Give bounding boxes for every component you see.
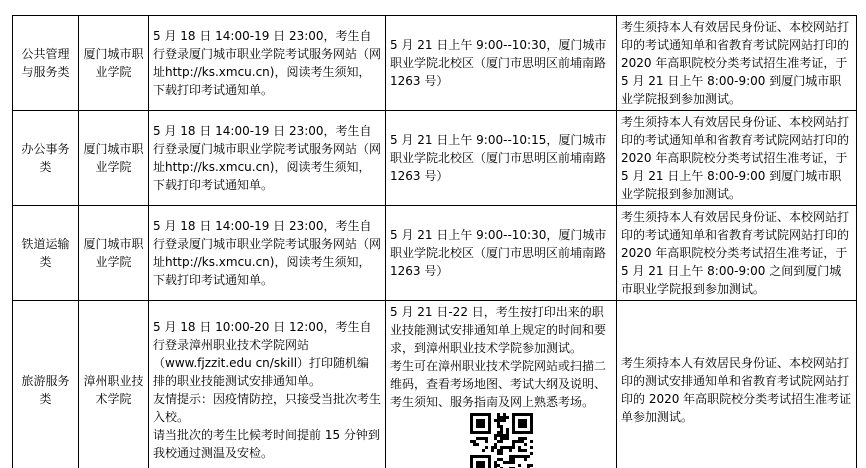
print-notice-paragraph: 5 月 18 日 10:00-20 日 12:00，考生自行登录漳州职业技术学院网站（www.fjzzit.edu cn/skill）打印随机编排的职业技能测试安排通知单。 — [153, 319, 372, 388]
exam-time-place-cell: 5 月 21 日上午 9:00--10:30，厦门城市职业学院北校区（厦门市思明区前埔南路 1263 号） — [386, 16, 617, 111]
print-notice-tip: 请当批次的考生比候考时间提前 15 分钟到我校通过测温及安检。 — [153, 427, 380, 460]
school-cell: 厦门城市职业学院 — [79, 111, 149, 206]
exam-paragraph: 5 月 21 日-22 日，考生按打印出来的职业技能测试安排通知单上规定的时间和要求，到漳州职业技术学院参加测试。 — [390, 305, 607, 355]
qr-code-wrap — [390, 413, 612, 468]
table-row — [13, 301, 857, 468]
category-cell: 公共管理与服务类 — [13, 16, 79, 111]
print-notice-cell — [149, 301, 386, 468]
school-cell: 厦门城市职业学院 — [79, 206, 149, 301]
school-cell: 漳州职业技术学院 — [79, 301, 149, 468]
category-cell: 旅游服务类 — [13, 301, 79, 468]
qr-code-icon — [470, 413, 533, 468]
print-notice-tip: 友情提示：因疫情防控，只接受当批次考生入校。 — [153, 391, 382, 424]
category-cell: 铁道运输类 — [13, 206, 79, 301]
print-notice-cell: 5 月 18 日 14:00-19 日 23:00，考生自行登录厦门城市职业学院考试服务网站（网址http://ks.xmcu.cn)，阅读考生须知，下载打印考试通知单。 — [149, 206, 386, 301]
school-cell: 厦门城市职业学院 — [79, 16, 149, 111]
table-row — [13, 206, 857, 301]
admission-requirement-cell: 考生须持本人有效居民身份证、本校网站打印的考试通知单和省教育考试院网站打印的 2020 年高职院校分类考试招生准考证，于 5 月 21 日上午 8:00-9:00 之间到厦门城市职业学院报到参加测试。 — [617, 206, 857, 301]
exam-paragraph: 考生可在漳州职业技术学院网站或扫描二维码，查看考场地图、考试大纲及说明、考生须知、服务指南及网上熟悉考场。 — [390, 359, 607, 409]
print-notice-cell: 5 月 18 日 14:00-19 日 23:00，考生自行登录厦门城市职业学院考试服务网站（网址http://ks.xmcu.cn)，阅读考生须知，下载打印考试通知单。 — [149, 16, 386, 111]
table-row — [13, 16, 857, 111]
admission-requirement-cell: 考生须持本人有效居民身份证、本校网站打印的考试通知单和省教育考试院网站打印的 2020 年高职院校分类考试招生准考证，于 5 月 21 日上午 8:00-9:00 到厦门城市职业学院报到参加测试。 — [617, 111, 857, 206]
exam-schedule-table — [12, 15, 857, 468]
table-row — [13, 111, 857, 206]
category-cell: 办公事务类 — [13, 111, 79, 206]
exam-time-place-cell: 5 月 21 日上午 9:00--10:30，厦门城市职业学院北校区（厦门市思明区前埔南路 1263 号） — [386, 206, 617, 301]
admission-requirement-cell: 考生须持本人有效居民身份证、本校网站打印的考试通知单和省教育考试院网站打印的 2020 年高职院校分类考试招生准考证，于 5 月 21 日上午 8:00-9:00 到厦门城市职业学院报到参加测试。 — [617, 16, 857, 111]
exam-time-place-cell: 5 月 21 日上午 9:00--10:15，厦门城市职业学院北校区（厦门市思明区前埔南路 1263 号） — [386, 111, 617, 206]
exam-time-place-cell — [386, 301, 617, 468]
print-notice-cell: 5 月 18 日 14:00-19 日 23:00，考生自行登录厦门城市职业学院考试服务网站（网址http://ks.xmcu.cn)，阅读考生须知，下载打印考试通知单。 — [149, 111, 386, 206]
admission-requirement-cell: 考生须持本人有效居民身份证、本校网站打印的测试安排通知单和省教育考试院网站打印的 2020 年高职院校分类考试招生准考证单参加测试。 — [617, 301, 857, 468]
